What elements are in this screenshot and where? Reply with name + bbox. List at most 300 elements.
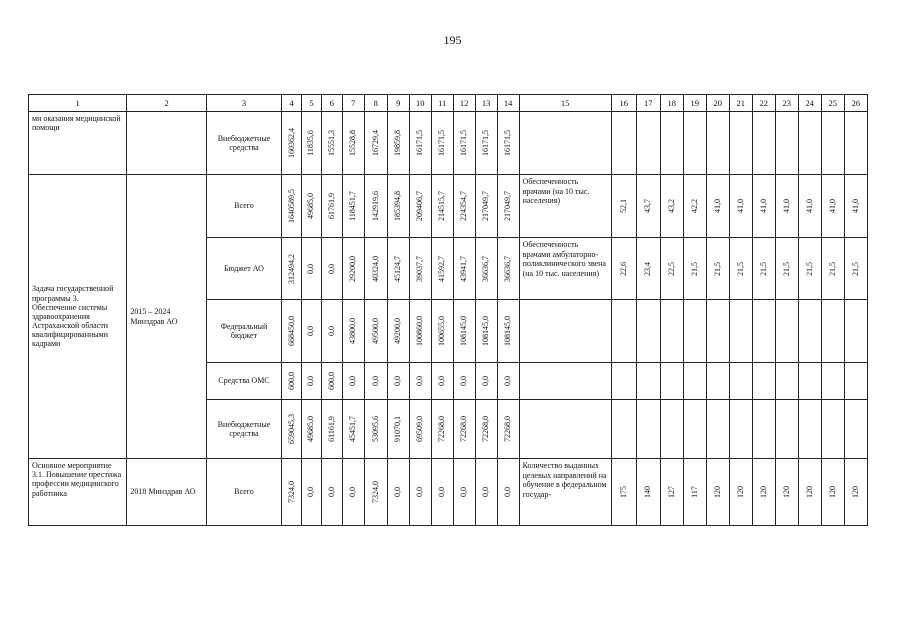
target-cell-text: 127: [666, 486, 676, 498]
target-cell: [752, 112, 775, 175]
target-cell-text: 21,5: [804, 261, 814, 276]
target-cell: [611, 238, 636, 300]
table-row: [29, 112, 868, 175]
value-cell: [409, 400, 431, 459]
value-cell-text: 0,0: [459, 376, 469, 386]
value-cell-text: 16171,5: [481, 130, 491, 156]
value-cell: [342, 112, 364, 175]
cell-source: Всего: [206, 459, 281, 526]
value-cell: [282, 238, 302, 300]
cell-source: Внебюджетные средства: [206, 112, 281, 175]
value-cell-text: 49685,0: [306, 416, 316, 442]
value-cell: [431, 112, 453, 175]
column-header-18: 18: [660, 95, 683, 112]
value-cell-text: 185394,8: [393, 191, 403, 221]
target-cell: [729, 175, 752, 238]
value-cell: [282, 400, 302, 459]
target-cell-text: 21,5: [712, 261, 722, 276]
value-cell: [475, 459, 497, 526]
cell-source: Средства ОМС: [206, 363, 281, 400]
value-cell: [453, 238, 475, 300]
value-cell-text: 217049,7: [481, 191, 491, 221]
value-cell: [475, 300, 497, 363]
value-cell-text: 214515,7: [437, 191, 447, 221]
value-cell: [453, 112, 475, 175]
target-cell: [729, 459, 752, 526]
value-cell: [453, 400, 475, 459]
cell-indicator: Обеспеченность врачами амбулаторно-поликлинического звена (на 10 тыс. населения): [519, 238, 611, 300]
target-cell: [636, 300, 660, 363]
value-cell: [409, 300, 431, 363]
value-cell-text: 0,0: [415, 487, 425, 497]
target-cell: [706, 363, 729, 400]
target-cell-text: 41,0: [712, 199, 722, 213]
target-cell-text: 117: [689, 486, 699, 498]
value-cell: [431, 400, 453, 459]
target-cell-text: 120: [758, 486, 768, 498]
target-cell: [821, 400, 844, 459]
value-cell-text: 0,0: [326, 487, 336, 497]
target-cell-text: 41,0: [804, 199, 814, 213]
value-cell: [321, 300, 342, 363]
target-cell-text: 41,0: [735, 199, 745, 213]
column-header-20: 20: [706, 95, 729, 112]
target-cell: [775, 238, 798, 300]
value-cell-text: 100655,0: [437, 316, 447, 346]
page-number: 195: [443, 33, 462, 47]
cell-indicator: [519, 300, 611, 363]
target-cell: [683, 363, 706, 400]
value-cell-text: 0,0: [306, 376, 316, 386]
target-cell: [660, 175, 683, 238]
target-cell-text: 43,2: [666, 199, 676, 213]
column-header-6: 6: [321, 95, 342, 112]
value-cell: [409, 363, 431, 400]
value-cell-text: 0,0: [503, 487, 513, 497]
target-cell-text: 120: [712, 486, 722, 498]
target-cell: [775, 175, 798, 238]
target-cell: [660, 112, 683, 175]
value-cell-text: 39037,7: [415, 255, 425, 282]
value-cell-text: 49200,0: [393, 318, 403, 344]
target-cell: [752, 238, 775, 300]
value-cell: [497, 112, 519, 175]
value-cell-text: 19859,8: [393, 130, 403, 156]
value-cell: [321, 363, 342, 400]
value-cell: [342, 459, 364, 526]
target-cell: [844, 238, 867, 300]
target-cell: [706, 238, 729, 300]
value-cell: [302, 459, 322, 526]
value-cell: [282, 459, 302, 526]
column-header-17: 17: [636, 95, 660, 112]
value-cell: [302, 400, 322, 459]
target-cell: [798, 238, 821, 300]
value-cell: [364, 459, 387, 526]
target-cell-text: 21,5: [735, 261, 745, 276]
value-cell-text: 16729,4: [370, 130, 380, 156]
target-cell-text: 41,0: [850, 199, 860, 213]
value-cell-text: 69509,0: [415, 416, 425, 442]
target-cell-text: 41,0: [781, 199, 791, 213]
target-cell-text: 175: [618, 486, 628, 498]
column-header-15: 15: [519, 95, 611, 112]
target-cell: [729, 400, 752, 459]
table-row: [29, 459, 868, 526]
target-cell: [844, 363, 867, 400]
value-cell: [497, 238, 519, 300]
target-cell-text: 42,2: [689, 199, 699, 213]
target-cell: [798, 363, 821, 400]
value-cell: [475, 238, 497, 300]
value-cell-text: 15551,3: [326, 130, 336, 156]
target-cell: [752, 300, 775, 363]
target-cell: [683, 112, 706, 175]
value-cell: [282, 112, 302, 175]
value-cell: [321, 459, 342, 526]
target-cell: [706, 112, 729, 175]
value-cell: [342, 300, 364, 363]
value-cell-text: 36636,7: [503, 255, 513, 282]
value-cell-text: 16171,5: [437, 130, 447, 156]
target-cell: [798, 112, 821, 175]
value-cell: [497, 175, 519, 238]
value-cell: [497, 300, 519, 363]
target-cell: [844, 400, 867, 459]
value-cell-text: 0,0: [348, 487, 358, 497]
target-cell: [660, 238, 683, 300]
column-header-3: 3: [206, 95, 281, 112]
target-cell: [706, 175, 729, 238]
column-header-23: 23: [775, 95, 798, 112]
target-cell: [636, 400, 660, 459]
value-cell: [364, 400, 387, 459]
target-cell-text: 41,0: [827, 199, 837, 213]
column-header-19: 19: [683, 95, 706, 112]
cell-indicator: [519, 363, 611, 400]
value-cell: [342, 400, 364, 459]
value-cell: [409, 175, 431, 238]
value-cell: [342, 175, 364, 238]
column-header-4: 4: [282, 95, 302, 112]
value-cell: [302, 175, 322, 238]
value-cell-text: 11835,6: [306, 130, 316, 156]
value-cell-text: 600,0: [286, 372, 296, 390]
target-cell: [611, 400, 636, 459]
target-cell: [611, 175, 636, 238]
cell-source: Внебюджетные средства: [206, 400, 281, 459]
value-cell: [282, 363, 302, 400]
value-cell: [453, 459, 475, 526]
value-cell: [364, 300, 387, 363]
value-cell-text: 72268,0: [437, 416, 447, 442]
target-cell-text: 140: [643, 486, 653, 498]
target-cell: [775, 400, 798, 459]
value-cell: [321, 238, 342, 300]
value-cell-text: 41592,7: [437, 255, 447, 282]
cell-indicator: Количество выданных целевых направлений на обучение в федеральном государ-: [519, 459, 611, 526]
value-cell: [387, 175, 409, 238]
target-cell: [706, 400, 729, 459]
cell-event-executor: 2018 Минздрав АО: [127, 459, 207, 526]
target-cell: [798, 459, 821, 526]
cell-indicator: [519, 112, 611, 175]
target-cell-text: 21,5: [781, 261, 791, 276]
value-cell-text: 209406,7: [415, 191, 425, 221]
target-cell: [660, 300, 683, 363]
target-cell: [636, 175, 660, 238]
target-cell: [683, 459, 706, 526]
value-cell-text: 16171,5: [415, 130, 425, 156]
value-cell: [497, 400, 519, 459]
target-cell-text: 43,7: [643, 199, 653, 213]
target-cell: [752, 175, 775, 238]
value-cell: [409, 459, 431, 526]
value-cell: [302, 363, 322, 400]
value-cell-text: 29200,0: [348, 255, 358, 282]
target-cell: [636, 238, 660, 300]
target-cell: [683, 238, 706, 300]
target-cell-text: 41,0: [758, 199, 768, 213]
target-cell: [729, 238, 752, 300]
value-cell-text: 0,0: [481, 487, 491, 497]
target-cell: [798, 300, 821, 363]
value-cell-text: 0,0: [326, 326, 336, 336]
value-cell-text: 217049,7: [503, 191, 513, 221]
target-cell: [683, 175, 706, 238]
value-cell: [387, 112, 409, 175]
value-cell: [364, 175, 387, 238]
data-table: [28, 94, 868, 526]
value-cell-text: 100860,0: [415, 316, 425, 346]
target-cell: [683, 400, 706, 459]
value-cell-text: 0,0: [393, 376, 403, 386]
cell-executor: [127, 112, 207, 175]
value-cell-text: 160362,4: [286, 128, 296, 158]
value-cell: [475, 175, 497, 238]
target-cell: [752, 400, 775, 459]
column-header-7: 7: [342, 95, 364, 112]
value-cell-text: 0,0: [306, 487, 316, 497]
value-cell-text: 7324,0: [286, 481, 296, 503]
column-header-12: 12: [453, 95, 475, 112]
value-cell-text: 118451,7: [348, 191, 358, 221]
value-cell-text: 7324,0: [370, 481, 380, 503]
target-cell-text: 22,5: [666, 261, 676, 276]
target-cell: [636, 112, 660, 175]
target-cell: [844, 300, 867, 363]
target-cell: [844, 175, 867, 238]
target-cell-text: 21,5: [689, 261, 699, 276]
target-cell-text: 120: [781, 486, 791, 498]
value-cell-text: 0,0: [437, 376, 447, 386]
target-cell: [821, 459, 844, 526]
cell-source: Бюджет АО: [206, 238, 281, 300]
value-cell-text: 0,0: [348, 376, 358, 386]
value-cell-text: 61761,9: [326, 193, 336, 219]
target-cell: [611, 459, 636, 526]
value-cell-text: 45451,7: [348, 416, 358, 442]
target-cell: [844, 112, 867, 175]
column-header-2: 2: [127, 95, 207, 112]
value-cell-text: 16171,5: [459, 130, 469, 156]
value-cell: [387, 300, 409, 363]
column-header-25: 25: [821, 95, 844, 112]
value-cell-text: 0,0: [306, 326, 316, 336]
column-header-21: 21: [729, 95, 752, 112]
target-cell-text: 120: [827, 486, 837, 498]
value-cell-text: 0,0: [481, 376, 491, 386]
value-cell-text: 108145,0: [481, 316, 491, 346]
target-cell: [752, 363, 775, 400]
target-cell: [660, 459, 683, 526]
column-header-16: 16: [611, 95, 636, 112]
target-cell: [660, 363, 683, 400]
value-cell-text: 72268,0: [503, 416, 513, 442]
target-cell: [706, 459, 729, 526]
value-cell-text: 61161,9: [326, 416, 336, 442]
cell-source: Федеральный бюджет: [206, 300, 281, 363]
cell-indicator: [519, 400, 611, 459]
value-cell: [342, 363, 364, 400]
value-cell-text: 16171,5: [503, 130, 513, 156]
value-cell-text: 36636,7: [481, 255, 491, 282]
target-cell-text: 23,4: [643, 261, 653, 276]
table-row: [29, 175, 868, 238]
target-cell-text: 21,5: [850, 261, 860, 276]
column-header-9: 9: [387, 95, 409, 112]
value-cell: [453, 175, 475, 238]
target-cell: [729, 112, 752, 175]
target-cell: [729, 300, 752, 363]
value-cell-text: 72268,0: [459, 416, 469, 442]
header-row: [29, 95, 868, 112]
column-header-5: 5: [302, 95, 322, 112]
target-cell-text: 52,1: [618, 199, 628, 213]
value-cell: [431, 363, 453, 400]
cell-indicator: Обеспеченность врачами (на 10 тыс. населения): [519, 175, 611, 238]
value-cell: [364, 112, 387, 175]
value-cell-text: 45124,7: [393, 255, 403, 282]
value-cell-text: 108145,0: [503, 316, 513, 346]
value-cell: [387, 400, 409, 459]
target-cell: [729, 363, 752, 400]
target-cell-text: 120: [804, 486, 814, 498]
column-header-8: 8: [364, 95, 387, 112]
column-header-26: 26: [844, 95, 867, 112]
value-cell: [497, 459, 519, 526]
value-cell: [321, 400, 342, 459]
target-cell: [821, 300, 844, 363]
target-cell: [611, 363, 636, 400]
target-cell-text: 22,6: [618, 261, 628, 276]
value-cell-text: 0,0: [503, 376, 513, 386]
value-cell-text: 0,0: [370, 376, 380, 386]
value-cell: [475, 363, 497, 400]
value-cell-text: 659045,3: [286, 414, 296, 444]
value-cell: [409, 112, 431, 175]
target-cell: [775, 363, 798, 400]
value-cell: [387, 363, 409, 400]
target-cell: [706, 300, 729, 363]
value-cell: [342, 238, 364, 300]
target-cell: [775, 459, 798, 526]
column-header-24: 24: [798, 95, 821, 112]
value-cell: [453, 300, 475, 363]
value-cell-text: 108145,0: [459, 316, 469, 346]
cell-name: ми оказания медицинской помощи: [29, 112, 127, 175]
value-cell-text: 0,0: [326, 263, 336, 274]
target-cell: [844, 459, 867, 526]
target-cell: [636, 459, 660, 526]
target-cell-text: 120: [850, 486, 860, 498]
column-header-22: 22: [752, 95, 775, 112]
value-cell: [453, 363, 475, 400]
target-cell-text: 21,5: [758, 261, 768, 276]
target-cell: [798, 175, 821, 238]
target-cell: [798, 400, 821, 459]
value-cell: [431, 238, 453, 300]
value-cell-text: 49685,0: [306, 193, 316, 219]
target-cell: [775, 300, 798, 363]
target-cell: [821, 175, 844, 238]
value-cell: [364, 363, 387, 400]
value-cell-text: 40324,0: [370, 255, 380, 282]
target-cell: [821, 363, 844, 400]
value-cell-text: 53095,6: [370, 416, 380, 442]
value-cell-text: 0,0: [393, 487, 403, 497]
value-cell: [387, 459, 409, 526]
value-cell-text: 668450,0: [286, 316, 296, 346]
value-cell-text: 224354,7: [459, 191, 469, 221]
value-cell: [282, 300, 302, 363]
value-cell: [475, 112, 497, 175]
target-cell: [611, 300, 636, 363]
target-cell: [775, 112, 798, 175]
column-header-1: 1: [29, 95, 127, 112]
value-cell-text: 49500,0: [370, 318, 380, 344]
value-cell-text: 1640589,5: [286, 189, 296, 223]
cell-task-name: Задача государственной программы 3. Обеспечение системы здравоохранения Астраханской области квалифицированными кадрами: [29, 175, 127, 459]
value-cell-text: 0,0: [459, 487, 469, 497]
value-cell: [409, 238, 431, 300]
value-cell: [475, 400, 497, 459]
value-cell-text: 142919,6: [370, 191, 380, 221]
value-cell-text: 0,0: [415, 376, 425, 386]
target-cell: [821, 238, 844, 300]
value-cell: [497, 363, 519, 400]
column-header-14: 14: [497, 95, 519, 112]
target-cell-text: 21,5: [827, 261, 837, 276]
value-cell: [431, 175, 453, 238]
cell-source: Всего: [206, 175, 281, 238]
cell-task-executor: 2015 – 2024 Минздрав АО: [127, 175, 207, 459]
value-cell-text: 0,0: [437, 487, 447, 497]
target-cell: [821, 112, 844, 175]
value-cell-text: 312494,2: [286, 253, 296, 284]
value-cell-text: 43941,7: [459, 255, 469, 282]
value-cell: [282, 175, 302, 238]
value-cell: [302, 112, 322, 175]
target-cell: [683, 300, 706, 363]
value-cell: [321, 112, 342, 175]
column-header-10: 10: [409, 95, 431, 112]
value-cell: [364, 238, 387, 300]
value-cell: [431, 459, 453, 526]
target-cell-text: 120: [735, 486, 745, 498]
cell-event-name: Основное мероприятие 3.1. Повышение престижа профессии медицинского работника: [29, 459, 127, 526]
value-cell-text: 72268,0: [481, 416, 491, 442]
